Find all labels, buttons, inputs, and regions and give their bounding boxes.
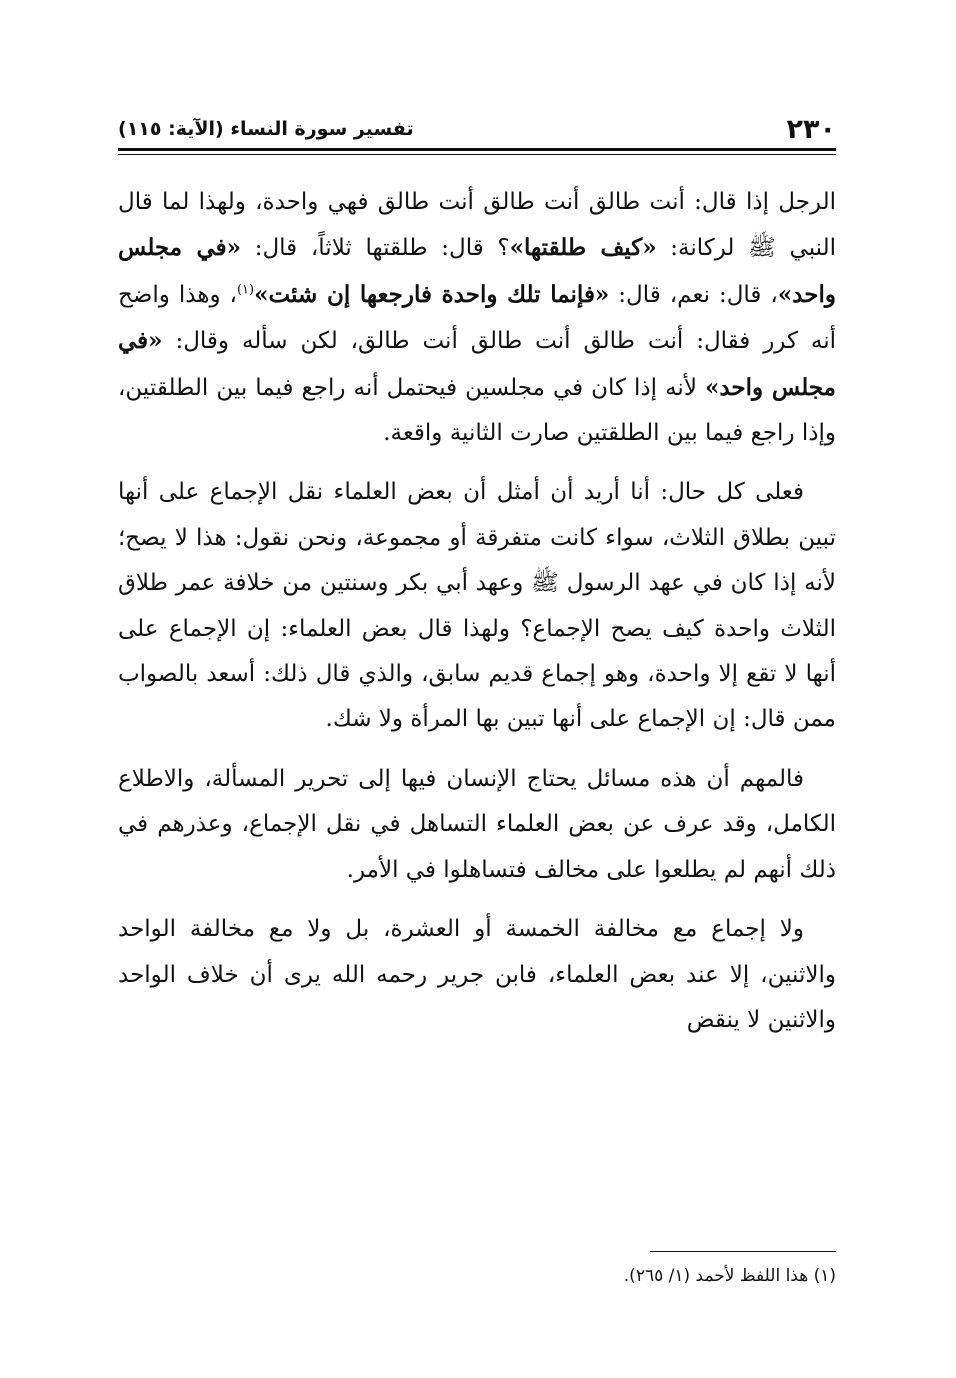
- paragraph-4: [118, 907, 836, 1043]
- body-text: [118, 180, 836, 1057]
- paragraph-2: [118, 470, 836, 742]
- quote-bold: «في مجلس واحد»: [118, 327, 836, 401]
- running-title: تفسير سورة النساء (الآية: ١١٥): [118, 118, 414, 140]
- header-rule-thin: [118, 154, 836, 155]
- footnote-reference[interactable]: (١): [236, 282, 255, 298]
- running-header: [118, 112, 836, 146]
- text-segment: فالمهم أن هذه مسائل يحتاج الإنسان فيها إلى تحرير المسألة، والاطلاع الكامل، وقد عرف عن بعض العلماء التساهل في نقل الإجماع، وعذرهم في ذلك أنهم لم يطلعوا على مخالف فتساهلوا في الأمر.: [118, 765, 836, 883]
- text-segment: الرجل إذا قال: أنت طالق أنت طالق أنت طالق فهي واحدة، ولهذا لما قال النبي ﷺ لركانة:: [118, 189, 836, 262]
- text-segment: فعلى كل حال: أنا أريد أن أمثل أن بعض العلماء نقل الإجماع على أنها تبين بطلاق الثلاث، سواء كانت متفرقة أو مجموعة، ونحن نقول: هذا لا يصح؛ لأنه إذا كان في عهد الرسول ﷺ وعهد أبي بكر وسنتين من خلافة عمر طلاق الثلاث واحدة كيف يصح الإجماع؟ ولهذا قال بعض العلماء: إن الإجماع على أنها لا تقع إلا واحدة، وهو إجماع قديم سابق، والذي قال ذلك: أسعد بالصواب ممن قال: إن الإجماع على أنها تبين بها المرأة ولا شك.: [118, 479, 836, 733]
- text-segment: ولا إجماع مع مخالفة الخمسة أو العشرة، بل ولا مع مخالفة الواحد والاثنين، إلا عند بعض العلماء، فابن جرير رحمه الله يرى أن خلاف الواحد والاثنين لا ينقض: [118, 916, 836, 1033]
- page-number: ٢٣٠: [786, 113, 836, 145]
- footnote-rule: [650, 1251, 836, 1252]
- quote-bold: «كيف طلقتها»: [509, 234, 657, 262]
- quote-bold: «في مجلس واحد»: [118, 234, 836, 308]
- paragraph-1: [118, 180, 836, 456]
- text-segment: ، وهذا واضح أنه كرر فقال: أنت طالق أنت طالق أنت طالق، لكن سأله وقال:: [118, 281, 836, 355]
- paragraph-3: [118, 757, 836, 893]
- footnote: (١) هذا اللفظ لأحمد (١/ ٢٦٥).: [623, 1266, 836, 1286]
- text-segment: ؟ قال: طلقتها ثلاثاً، قال:: [241, 235, 510, 262]
- quote-bold: «فإنما تلك واحدة فارجعها إن شئت»: [254, 280, 610, 308]
- header-rule-thick: [118, 148, 836, 151]
- text-segment: لأنه إذا كان في مجلسين فيحتمل أنه راجع فيما بين الطلقتين، وإذا راجع فيما بين الطلقتين صارت الثانية واقعة.: [118, 374, 836, 447]
- text-segment: ، قال: نعم، قال:: [609, 281, 778, 308]
